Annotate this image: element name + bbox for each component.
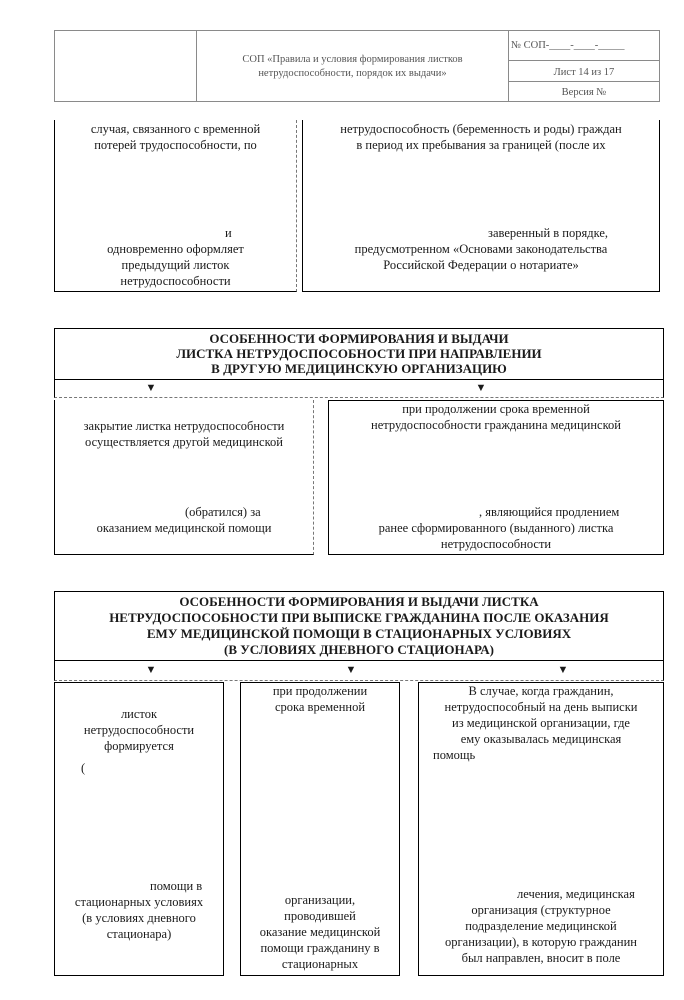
title-line: ОСОБЕННОСТИ ФОРМИРОВАНИЯ И ВЫДАЧИ xyxy=(209,331,509,346)
text-line: оказание медицинской xyxy=(259,925,381,939)
text-line: подразделение медицинской xyxy=(465,919,617,933)
arrow-down-icon: ▼ xyxy=(475,382,487,394)
text-line: из медицинской организации, где xyxy=(452,716,630,730)
document-header xyxy=(54,30,660,102)
text-line: при продолжении срока временной xyxy=(402,402,590,416)
header-title-cell xyxy=(197,31,509,101)
text-line: В случае, когда гражданин, xyxy=(468,684,614,698)
text-line: организация (структурное xyxy=(471,903,611,917)
text-line: потерей трудоспособности, по xyxy=(94,138,257,152)
text-line: стационарных xyxy=(281,957,359,971)
text-line: лечения, медицинская xyxy=(517,887,635,901)
text-line: , являющийся продлением xyxy=(479,505,620,519)
text-line: ( xyxy=(81,761,86,775)
section3-col3-box xyxy=(418,682,664,976)
text-line: помощи в xyxy=(150,879,203,893)
text-line: ему оказывалась медицинская xyxy=(460,732,622,746)
text-line: (обратился) за xyxy=(185,505,261,519)
text-line: помощи гражданину в xyxy=(260,941,380,955)
section3-title xyxy=(54,591,664,661)
text-line: был направлен, вносит в поле xyxy=(461,951,621,965)
section2-left-box xyxy=(54,400,314,555)
text-line: проводившей xyxy=(284,909,356,923)
title-line: ЛИСТКА НЕТРУДОСПОСОБНОСТИ ПРИ НАПРАВЛЕНИИ xyxy=(176,346,542,361)
section2-right-box xyxy=(328,400,664,555)
section3-arrow-strip xyxy=(54,661,664,681)
sop-number: № СОП-____-____-_____ xyxy=(511,40,625,51)
text-line: (в условиях дневного xyxy=(82,911,196,925)
text-line: нетрудоспособность (беременность и роды) граждан xyxy=(340,122,622,136)
header-divider xyxy=(509,60,659,61)
header-logo-cell xyxy=(55,31,197,101)
text-line: осуществляется другой медицинской xyxy=(85,435,283,449)
text-line: организации), в которую гражданин xyxy=(445,935,637,949)
text-line: при продолжении xyxy=(272,684,368,698)
section1-right-box xyxy=(302,120,660,292)
text-line: организации, xyxy=(284,893,356,907)
text-line: листок xyxy=(120,707,158,721)
text-line: в период их пребывания за границей (после их xyxy=(356,138,606,152)
section3-col2-box xyxy=(240,682,400,976)
text-line: заверенный в порядке, xyxy=(488,226,609,240)
title-line: ОСОБЕННОСТИ ФОРМИРОВАНИЯ И ВЫДАЧИ ЛИСТКА xyxy=(179,594,539,609)
text-line: срока временной xyxy=(274,700,366,714)
section2-title xyxy=(54,328,664,380)
title-line: ЕМУ МЕДИЦИНСКОЙ ПОМОЩИ В СТАЦИОНАРНЫХ УСЛОВИЯХ xyxy=(146,626,572,641)
title-line: В ДРУГУЮ МЕДИЦИНСКУЮ ОРГАНИЗАЦИЮ xyxy=(211,361,507,376)
text-line: помощь xyxy=(433,748,476,762)
text-line: нетрудоспособности xyxy=(83,723,195,737)
title-line: (В УСЛОВИЯХ ДНЕВНОГО СТАЦИОНАРА) xyxy=(223,642,495,657)
text-line: случая, связанного с временной xyxy=(90,122,261,136)
sheet-number: Лист 14 из 17 xyxy=(553,67,615,78)
header-divider xyxy=(509,81,659,82)
section2-arrow-strip xyxy=(54,380,664,398)
text-line: закрытие листка нетрудоспособности xyxy=(83,419,285,433)
header-title-line-2: нетрудоспособности, порядок их выдачи» xyxy=(258,68,447,79)
text-line: формируется xyxy=(104,739,174,753)
title-line: НЕТРУДОСПОСОБНОСТИ ПРИ ВЫПИСКЕ ГРАЖДАНИНА ПОСЛЕ ОКАЗАНИЯ xyxy=(109,610,609,625)
text-line: оказанием медицинской помощи xyxy=(96,521,272,535)
arrow-down-icon: ▼ xyxy=(557,664,569,676)
text-line: стационара) xyxy=(106,927,172,941)
text-line: и xyxy=(225,226,232,240)
header-meta-cell xyxy=(509,31,659,101)
section3-col1-box xyxy=(54,682,224,976)
text-line: Российской Федерации о нотариате» xyxy=(383,258,579,272)
text-line: ранее сформированного (выданного) листка xyxy=(378,521,614,535)
text-line: предыдущий листок xyxy=(121,258,230,272)
text-line: нетрудоспособный на день выписки xyxy=(444,700,638,714)
arrow-down-icon: ▼ xyxy=(345,664,357,676)
header-title-line-1: СОП «Правила и условия формирования листков xyxy=(242,54,463,65)
arrow-down-icon: ▼ xyxy=(145,664,157,676)
version-number: Версия № xyxy=(561,87,607,98)
text-line: нетрудоспособности гражданина медицинской xyxy=(371,418,621,432)
text-line: предусмотренном «Основами законодательства xyxy=(354,242,608,256)
text-line: стационарных условиях xyxy=(74,895,204,909)
arrow-down-icon: ▼ xyxy=(145,382,157,394)
text-line: одновременно оформляет xyxy=(107,242,244,256)
text-line: нетрудоспособности xyxy=(120,274,231,288)
text-line: нетрудоспособности xyxy=(440,537,552,551)
section1-left-box xyxy=(54,120,297,292)
